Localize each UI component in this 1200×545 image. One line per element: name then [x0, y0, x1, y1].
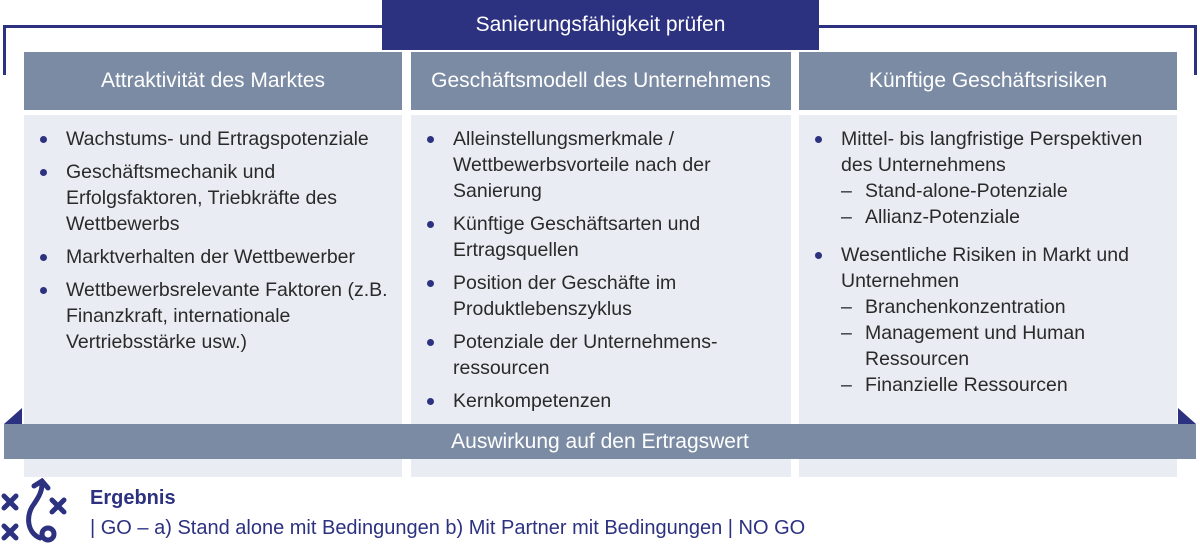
column-header-business-model: Geschäftsmodell des Unternehmens: [411, 52, 791, 110]
list-item: Wettbewerbsrelevante Faktoren (z.B. Finanzkraft, internationale Vertriebsstärke usw.): [40, 277, 392, 355]
column-body-market: [24, 115, 402, 477]
column-body-business-model: [411, 115, 791, 477]
sub-list: [841, 294, 1167, 398]
list-item: Geschäftsmechanik und Erfolgsfaktoren, Triebkräfte des Wettbewerbs: [40, 159, 392, 237]
list-item: Wesentliche Risiken in Markt und Unternehmen – Branchenkonzentration – Management und Human Ressourcen – Finanzielle Ressourcen: [815, 242, 1167, 398]
list-item: Alleinstellungsmerkmale / Wettbewerbsvorteile nach der Sanierung: [427, 126, 781, 204]
business-model-list: [411, 115, 791, 414]
bottom-bar: Auswirkung auf den Ertragswert: [4, 424, 1196, 459]
bar-wedge-left: [4, 408, 22, 424]
strategy-play-icon: [0, 478, 72, 544]
sub-item: – Finanzielle Ressourcen: [841, 372, 1167, 398]
result-title: Ergebnis: [90, 487, 176, 509]
column-header-risks: Künftige Geschäftsrisiken: [799, 52, 1177, 110]
list-item: Künftige Geschäftsarten und Ertragsquellen: [427, 211, 781, 263]
sub-list: [841, 178, 1167, 230]
list-item: Wachstums- und Ertragspotenziale: [40, 126, 392, 152]
sub-item: – Management und Human Ressourcen: [841, 320, 1167, 372]
sub-item: – Allianz-Potenziale: [841, 204, 1167, 230]
list-item: Kernkompetenzen: [427, 388, 781, 414]
column-body-risks: [799, 115, 1177, 477]
bar-wedge-right: [1178, 408, 1196, 424]
market-list: [24, 115, 402, 355]
list-item: Marktverhalten der Wettbewerber: [40, 244, 392, 270]
sub-item: – Branchenkonzentration: [841, 294, 1167, 320]
result-line: | GO – a) Stand alone mit Bedingungen b) Mit Partner mit Bedingungen | NO GO: [90, 517, 806, 539]
top-title: Sanierungsfähigkeit prüfen: [382, 0, 819, 50]
list-item: Position der Geschäfte im Produktlebenszyklus: [427, 270, 781, 322]
list-item: Mittel- bis langfristige Perspektiven des Unternehmens – Stand-alone-Potenziale – Allianz-Potenziale: [815, 126, 1167, 230]
risks-list: [799, 115, 1177, 398]
sub-item: – Stand-alone-Potenziale: [841, 178, 1167, 204]
list-item: Potenziale der Unternehmens-ressourcen: [427, 329, 781, 381]
column-header-market: Attraktivität des Marktes: [24, 52, 402, 110]
